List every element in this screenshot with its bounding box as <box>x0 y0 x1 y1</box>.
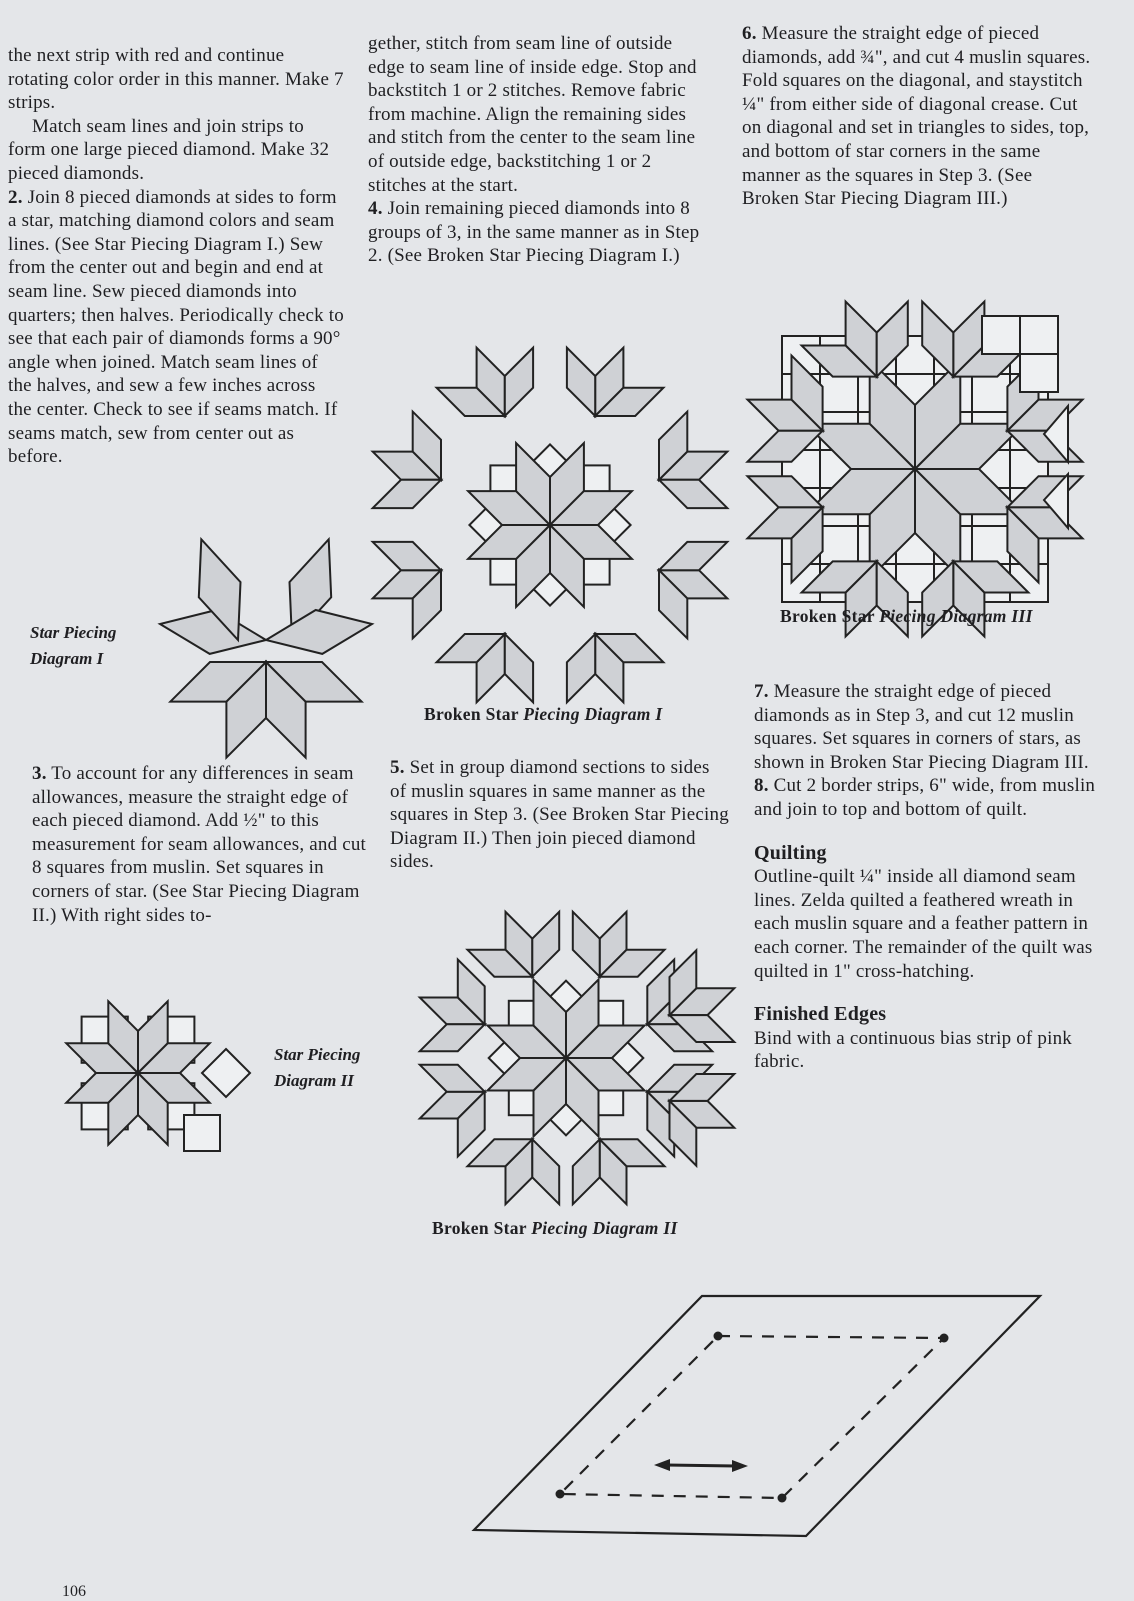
chevron-diamond <box>420 1065 485 1092</box>
quilting-text: Outline-quilt ¼" inside all diamond seam lines. Zelda quilted a feathered wreath in each muslin square and a feather pattern in each corner. The remainder of the quilt was quilted in 1" cross-hatching. <box>754 866 1093 982</box>
broken-star-diagram-1 <box>380 355 720 695</box>
caption-line: Star Piecing <box>30 623 117 642</box>
chevron-diamond <box>573 1139 600 1204</box>
column-one-text <box>8 44 344 469</box>
diamond-outline <box>474 1296 1040 1536</box>
loose-square <box>1020 354 1058 392</box>
caption-prefix: Broken Star <box>780 606 875 626</box>
broken-star-diagram-2 <box>398 905 734 1211</box>
chevron-diamond <box>420 1024 485 1051</box>
direction-arrow <box>666 1465 736 1466</box>
step-text: Measure the straight edge of pieced diamonds, add ¾", and cut 4 muslin squares. Fold squares on the diagonal, and staystitch ¼" from either side of diagonal crease. Cut on diagonal and set in triangles to sides, top, and bottom of star corners in the same manner as the squares in Step 3. (See Broken Star Piecing Diagram III.) <box>742 23 1091 210</box>
step-number: 7. <box>754 681 769 702</box>
paragraph: Match seam lines and join strips to form one large pieced diamond. Make 32 pieced diamonds. <box>8 115 330 184</box>
caption-prefix: Broken Star <box>432 1218 527 1238</box>
loose-square-diamond <box>202 1049 250 1097</box>
step-3 <box>32 762 368 927</box>
stitch-point <box>714 1332 723 1341</box>
chevron-diamond <box>505 348 533 416</box>
star-piecing-diagram-1 <box>160 570 370 730</box>
loose-square <box>1020 316 1058 354</box>
chevron-diamond <box>532 1139 559 1204</box>
finished-edges-text: Bind with a continuous bias strip of pink fabric. <box>754 1027 1072 1073</box>
caption-prefix: Broken Star <box>424 704 519 724</box>
quilting-stitch-line <box>560 1336 944 1498</box>
column-three-text <box>742 22 1094 211</box>
step-text: Set in group diamond sections to sides of muslin squares in same manner as the squares in Step 3. (See Broken Star Piecing Diagram II.) Then join pieced diamond sides. <box>390 757 729 873</box>
step-number: 5. <box>390 757 405 778</box>
quilting-diamond-diagram <box>470 1290 1050 1540</box>
step-number: 4. <box>368 198 383 220</box>
paragraph: gether, stitch from seam line of outside edge to seam line of inside edge. Stop and backstitch 1 or 2 stitches. Remove fabric from machine. Align the remaining sides and stitch from the center to the seam line of outside edge, backstitching 1 or 2 stitches at the start. <box>368 33 697 196</box>
chevron-diamond <box>567 634 595 702</box>
step-5 <box>390 756 730 874</box>
quilting-heading: Quilting <box>754 841 827 864</box>
broken-star-diagram-2-caption <box>432 1218 678 1239</box>
star-piecing-diagram-2 <box>50 985 260 1165</box>
chevron-diamond <box>659 480 727 508</box>
grid-square <box>820 526 858 564</box>
finished-edges-heading: Finished Edges <box>754 1003 887 1026</box>
grid-square <box>820 374 858 412</box>
step-text: To account for any differences in seam allowances, measure the straight edge of each pieced diamond. Add ½" to this measurement for seam allowances, and cut 8 squares from muslin. Set squares in corners of star. (See Star Piecing Diagram II.) With right sides to- <box>32 763 367 926</box>
step-text: Join 8 pieced diamonds at sides to form a star, matching diamond colors and seam lines. (See Star Piecing Diagram I.) Sew from the center out and begin and end at seam line. Sew pieced diamonds into quarters; then halves. Periodically check to see that each pair of diamonds forms a 90° angle when joined. Match seam lines of the halves, and sew a few inches across the center. Check to see if seams match. If seams match, sew from center out as before. <box>8 186 344 468</box>
stitch-point <box>940 1334 949 1343</box>
broken-star-diagram-3-caption <box>780 606 1033 627</box>
chevron-diamond <box>373 542 441 570</box>
caption-line: Diagram II <box>274 1071 354 1090</box>
step-number: 2. <box>8 186 23 208</box>
chevron-diamond <box>532 912 559 977</box>
caption-italic: Piecing Diagram I <box>523 704 663 724</box>
step-5-text <box>390 756 730 874</box>
arrowhead-left <box>654 1459 670 1471</box>
broken-star-diagram-3 <box>776 314 1076 604</box>
star-piecing-diagram-1-caption <box>30 620 116 672</box>
page-number: 106 <box>62 1583 86 1600</box>
chevron-diamond <box>505 634 533 702</box>
stitch-point <box>778 1494 787 1503</box>
caption-line: Star Piecing <box>274 1045 361 1064</box>
loose-square <box>184 1115 220 1151</box>
step-text: Cut 2 border strips, 6" wide, from muslin and join to top and bottom of quilt. <box>754 775 1096 820</box>
loose-diamond <box>160 610 266 654</box>
caption-italic: Piecing Diagram II <box>531 1218 678 1238</box>
step-2 <box>8 186 344 469</box>
column-three-lower-text <box>754 680 1104 1074</box>
arrowhead-right <box>732 1460 748 1472</box>
step-7 <box>754 680 1104 774</box>
grid-square <box>972 526 1010 564</box>
paragraph: the next strip with red and continue rotating color order in this manner. Make 7 strips. <box>8 45 344 114</box>
step-number: 6. <box>742 23 757 44</box>
caption-italic: Piecing Diagram III <box>879 606 1033 626</box>
chevron-diamond <box>567 348 595 416</box>
chevron-diamond <box>573 912 600 977</box>
step-number: 3. <box>32 763 47 784</box>
step-text: Measure the straight edge of pieced diamonds as in Step 3, and cut 12 muslin squares. Set squares in corners of stars, as shown in Broken Star Piecing Diagram III. <box>754 681 1089 773</box>
star-piecing-diagram-2-caption <box>274 1042 360 1094</box>
column-two-text <box>368 32 704 268</box>
broken-star-diagram-1-caption <box>424 704 663 725</box>
step-3-text <box>32 762 368 927</box>
step-6 <box>742 22 1094 211</box>
grid-square <box>972 374 1010 412</box>
loose-square <box>982 316 1020 354</box>
chevron-diamond <box>373 480 441 508</box>
step-4 <box>368 197 704 268</box>
step-8 <box>754 774 1104 821</box>
loose-diamond <box>266 610 372 654</box>
step-number: 8. <box>754 775 769 797</box>
chevron-diamond <box>659 542 727 570</box>
caption-line: Diagram I <box>30 649 104 668</box>
step-text: Join remaining pieced diamonds into 8 groups of 3, in the same manner as in Step 2. (See Broken Star Piecing Diagram I.) <box>368 198 700 267</box>
stitch-point <box>556 1490 565 1499</box>
